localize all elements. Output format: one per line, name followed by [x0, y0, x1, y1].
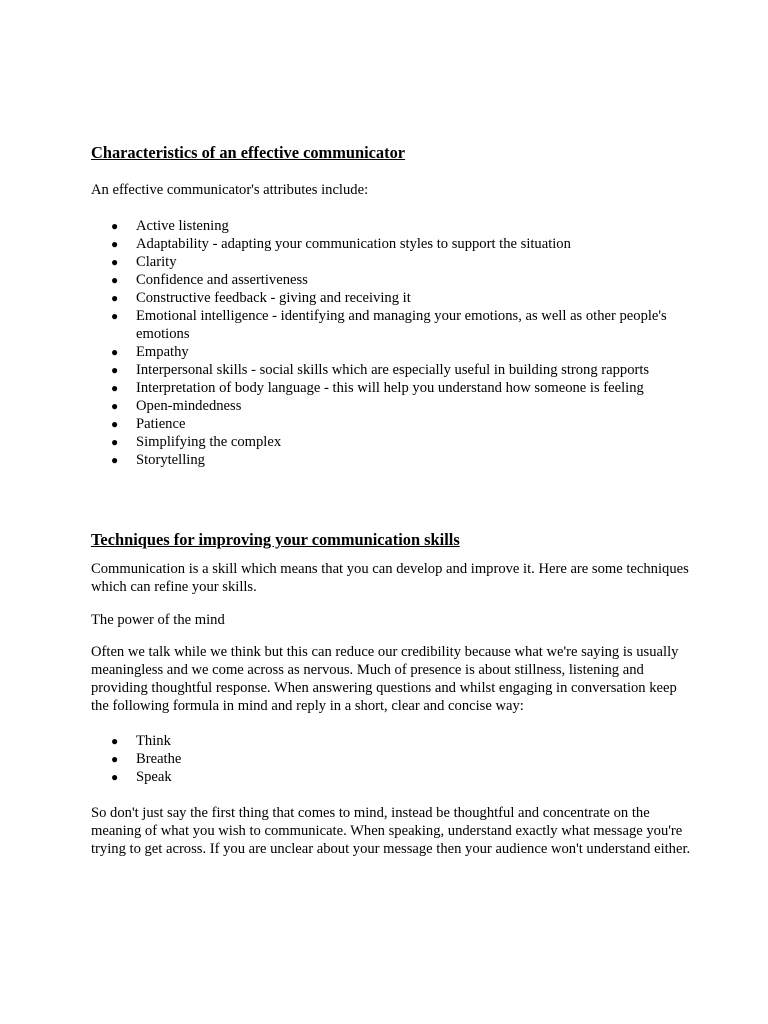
list-item: ● Active listening: [111, 218, 229, 234]
list-item: ● Patience: [111, 416, 186, 432]
bullet-icon: ●: [111, 381, 119, 395]
list-item: ● Interpretation of body language - this will help you understand how someone is feeling: [111, 380, 644, 396]
bullet-icon: ●: [111, 237, 119, 251]
list-item: ● Open-mindedness: [111, 398, 242, 414]
list-item: ● Empathy: [111, 344, 189, 360]
section-heading-techniques: Techniques for improving your communication skills: [91, 530, 460, 549]
bullet-icon: ●: [111, 752, 119, 766]
bullet-icon: ●: [111, 363, 119, 377]
closing-paragraph: So don't just say the first thing that comes to mind, instead be thoughtful and concentrate on the meaning of what you wish to communicate. When speaking, understand exactly what message you're trying to get across. If you are unclear about your message then your audience won't understand either.: [91, 805, 691, 857]
list-item: ● Clarity: [111, 254, 177, 270]
list-item: ● Interpersonal skills - social skills which are especially useful in building strong rapports: [111, 362, 650, 378]
section-intro-attributes: An effective communicator's attributes include:: [91, 182, 369, 198]
list-item: ● Speak: [111, 769, 172, 785]
bullet-icon: ●: [111, 291, 119, 305]
list-item: ● Adaptability - adapting your communication styles to support the situation: [111, 236, 571, 252]
bullet-icon: ●: [111, 435, 119, 449]
bullet-icon: ●: [111, 770, 119, 784]
formula-list: [91, 732, 671, 786]
bullet-icon: ●: [111, 255, 119, 269]
attributes-list: [91, 217, 671, 469]
bullet-icon: ●: [111, 219, 119, 233]
bullet-icon: ●: [111, 273, 119, 287]
bullet-icon: ●: [111, 734, 119, 748]
bullet-icon: ●: [111, 417, 119, 431]
list-item: ● Think: [111, 733, 171, 749]
paragraph-power-of-mind: Often we talk while we think but this can reduce our credibility because what we're saying is usually meaningless and we come across as nervous. Much of presence is about stillness, listening and providing thoughtful response. When answering questions and whilst engaging in conversation keep the following formula in mind and reply in a short, clear and concise way:: [91, 644, 679, 714]
bullet-icon: ●: [111, 399, 119, 413]
list-item: ● Storytelling: [111, 452, 205, 468]
section-intro-techniques: Communication is a skill which means that you can develop and improve it. Here are some techniques which can refine your skills.: [91, 561, 689, 595]
bullet-icon: ●: [111, 309, 119, 323]
list-item: ● Simplifying the complex: [111, 434, 282, 450]
bullet-icon: ●: [111, 345, 119, 359]
list-item: ● Breathe: [111, 751, 182, 767]
list-item: ● Constructive feedback - giving and receiving it: [111, 290, 411, 306]
section-heading-characteristics: Characteristics of an effective communicator: [91, 143, 406, 162]
list-item: ● Confidence and assertiveness: [111, 272, 308, 288]
bullet-icon: ●: [111, 453, 119, 467]
subheading-power-of-mind: The power of the mind: [91, 612, 225, 628]
list-item: ● Emotional intelligence - identifying and managing your emotions, as well as other people's emotions: [111, 308, 667, 342]
